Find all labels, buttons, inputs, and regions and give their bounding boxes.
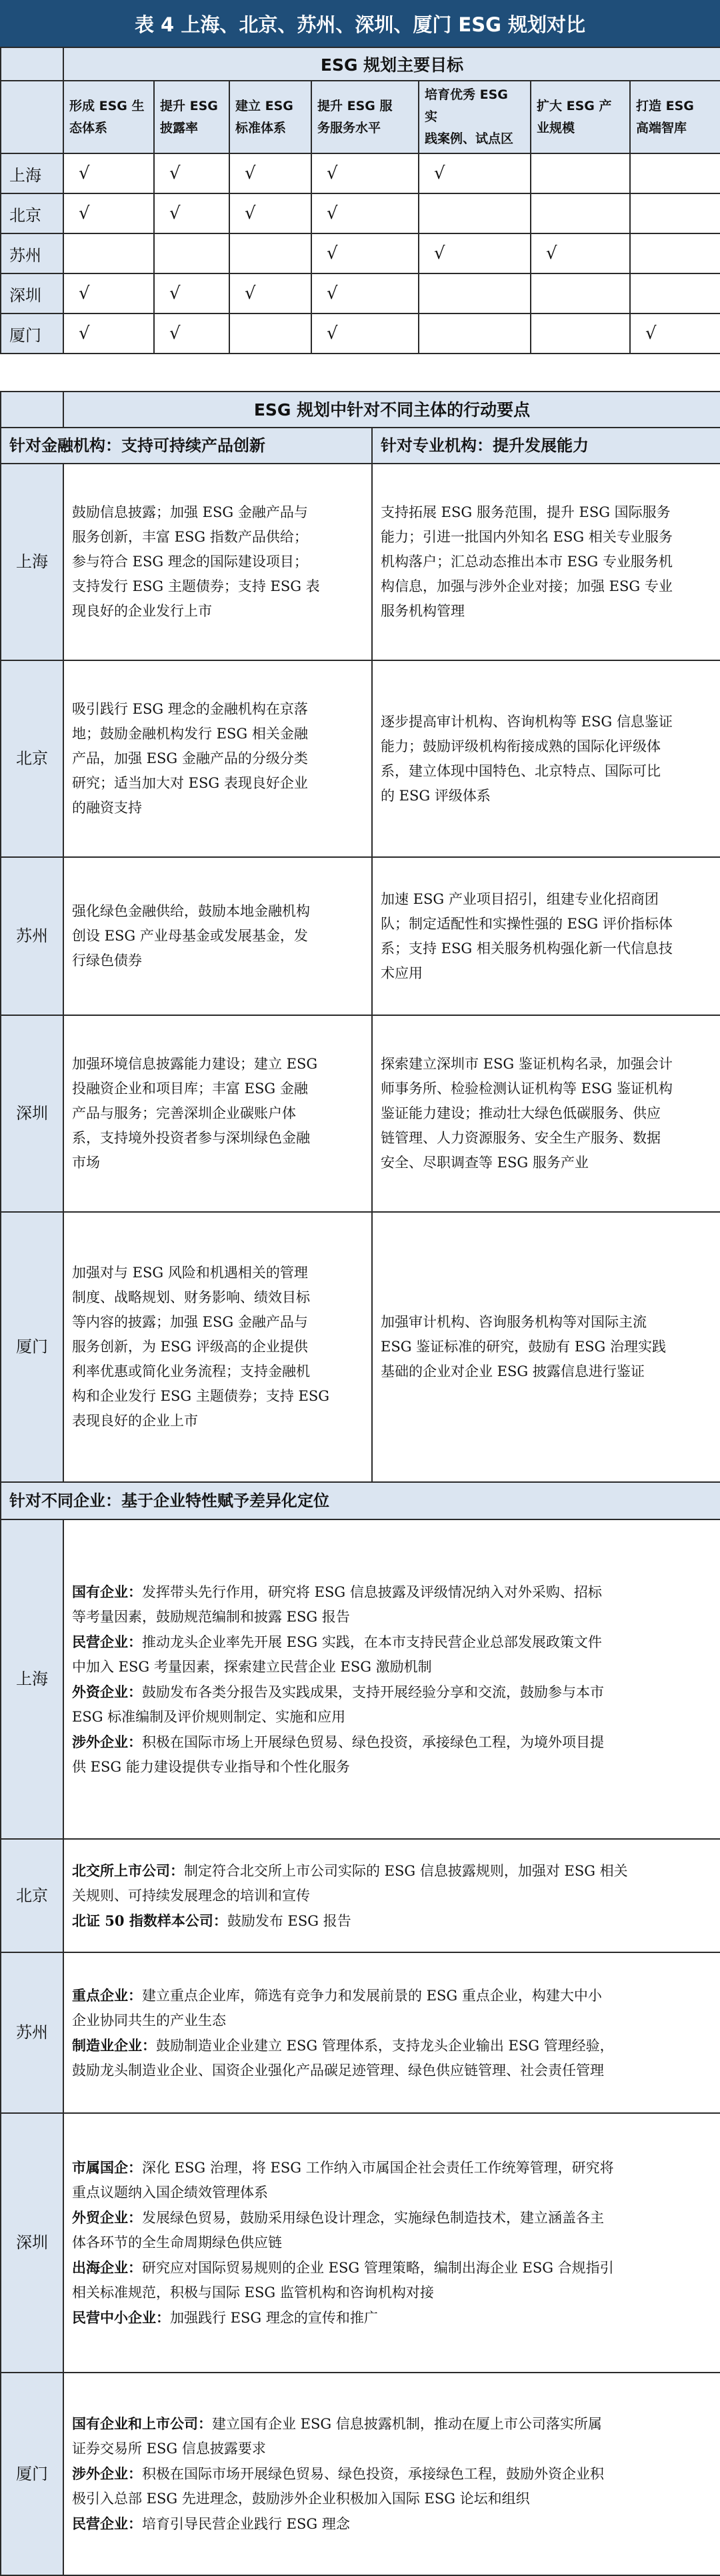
corner-cell: [1, 47, 63, 81]
checkmark-cell: [419, 273, 531, 313]
goals-row: [1, 153, 720, 193]
checkmark-cell: √: [63, 273, 154, 313]
checkmark-cell: √: [154, 193, 229, 233]
city-label: 上海: [1, 464, 63, 660]
goals-header: ESG 规划主要目标: [63, 47, 720, 81]
checkmark-cell: √: [154, 313, 229, 354]
actions-table: [0, 391, 720, 2576]
action-row: [1, 660, 720, 857]
enterprise-text: 国有企业：发挥带头先行作用，研究将 ESG 信息披露及评级情况纳入对外采购、招标 等考量因素，鼓励规范编制和披露 ESG 报告 民营企业：推动龙头企业率先开展 ESG 实践，在本市支持民营企业总部发展政策文件 中加入 ESG 考量因素，探索建立民营企业 ESG 激励机制 外资企业：鼓励发布各类分报告及实践成果，支持开展经验分享和交流，鼓励参与本市 ESG 标准编制及评价规则制定、实施和应用 涉外企业：积极在国际市场上开展绿色贸易、绿色投资，承接绿色工程，为境外项目提 供 ESG 能力建设提供专业指导和个性化服务: [63, 1519, 720, 1839]
checkmark-cell: √: [531, 233, 630, 273]
entity-label: 北交所上市公司：: [72, 1862, 184, 1879]
checkmark-cell: [531, 313, 630, 354]
checkmark-cell: √: [63, 313, 154, 354]
city-label: 厦门: [1, 313, 63, 354]
entity-label: 市属国企：: [72, 2159, 142, 2176]
entity-label: 外贸企业：: [72, 2209, 142, 2226]
checkmark-cell: √: [630, 313, 720, 354]
action-row: [1, 857, 720, 1015]
checkmark-cell: [229, 233, 311, 273]
financial-header: 针对金融机构：支持可持续产品创新: [1, 428, 372, 464]
goals-row: [1, 273, 720, 313]
enterprise-row: [1, 1952, 720, 2113]
entity-label: 出海企业：: [72, 2259, 142, 2276]
city-label: 厦门: [1, 1212, 63, 1482]
city-label: 深圳: [1, 1015, 63, 1212]
checkmark-cell: [531, 273, 630, 313]
professional-text: 加速 ESG 产业项目招引，组建专业化招商团 队；制定适配性和实操性强的 ESG 评价指标体 系；支持 ESG 相关服务机构强化新一代信息技 术应用: [372, 857, 720, 1015]
city-label: 深圳: [1, 273, 63, 313]
entity-label: 北证 50 指数样本公司：: [72, 1912, 227, 1929]
checkmark-cell: √: [419, 153, 531, 193]
entity-label: 民营企业：: [72, 1633, 142, 1650]
action-row: [1, 1015, 720, 1212]
checkmark-cell: [531, 193, 630, 233]
entity-label: 民营企业：: [72, 2515, 142, 2532]
checkmark-cell: [419, 313, 531, 354]
checkmark-cell: √: [63, 193, 154, 233]
financial-text: 加强环境信息披露能力建设；建立 ESG 投融资企业和项目库；丰富 ESG 金融 产品与服务；完善深圳企业碳账户体 系，支持境外投资者参与深圳绿色金融 市场: [63, 1015, 372, 1212]
city-label: 上海: [1, 153, 63, 193]
checkmark-cell: [63, 233, 154, 273]
actions-header: ESG 规划中针对不同主体的行动要点: [63, 392, 720, 428]
goal-column-header: 提升 ESG 服 务服务水平: [311, 81, 419, 153]
goals-header-row: [1, 47, 720, 81]
checkmark-cell: [630, 193, 720, 233]
goal-column-header: 建立 ESG 标准体系: [229, 81, 311, 153]
financial-text: 鼓励信息披露；加强 ESG 金融产品与 服务创新，丰富 ESG 指数产品供给； 参与符合 ESG 理念的国际建设项目； 支持发行 ESG 主题债券；支持 ESG 表 现良好的企业发行上市: [63, 464, 372, 660]
goals-column-row: [1, 81, 720, 153]
checkmark-cell: [630, 233, 720, 273]
checkmark-cell: [419, 193, 531, 233]
goal-column-header: 提升 ESG 披露率: [154, 81, 229, 153]
enterprise-header: 针对不同企业：基于企业特性赋予差异化定位: [1, 1482, 720, 1519]
city-label: 苏州: [1, 233, 63, 273]
enterprise-text: 北交所上市公司：制定符合北交所上市公司实际的 ESG 信息披露规则，加强对 ESG 相关 关规则、可持续发展理念的培训和宣传 北证 50 指数样本公司：鼓励发布 ESG 报告: [63, 1839, 720, 1952]
city-label: 深圳: [1, 2113, 63, 2373]
professional-header: 针对专业机构：提升发展能力: [372, 428, 720, 464]
enterprise-row: [1, 1839, 720, 1952]
enterprise-text: 市属国企：深化 ESG 治理，将 ESG 工作纳入市属国企社会责任工作统筹管理，研究将 重点议题纳入国企绩效管理体系 外贸企业：发展绿色贸易，鼓励采用绿色设计理念，实施绿色制造技术，建立涵盖各主 体各环节的全生命周期绿色供应链 出海企业：研究应对国际贸易规则的企业 ESG 管理策略，编制出海企业 ESG 合规指引 相关标准规范，积极与国际 ESG 监管机构和咨询机构对接 民营中小企业：加强践行 ESG 理念的宣传和推广: [63, 2113, 720, 2373]
city-label: 北京: [1, 660, 63, 857]
city-label: 厦门: [1, 2373, 63, 2575]
checkmark-cell: √: [154, 153, 229, 193]
goals-row: [1, 233, 720, 273]
checkmark-cell: √: [311, 153, 419, 193]
checkmark-cell: √: [229, 193, 311, 233]
professional-text: 逐步提高审计机构、咨询机构等 ESG 信息鉴证 能力；鼓励评级机构衔接成熟的国际化评级体 系，建立体现中国特色、北京特点、国际可比 的 ESG 评级体系: [372, 660, 720, 857]
checkmark-cell: √: [229, 153, 311, 193]
entity-label: 涉外企业：: [72, 1733, 142, 1750]
checkmark-cell: [531, 153, 630, 193]
checkmark-cell: √: [311, 193, 419, 233]
city-label: 北京: [1, 1839, 63, 1952]
checkmark-cell: √: [311, 233, 419, 273]
checkmark-cell: √: [229, 273, 311, 313]
city-label: 苏州: [1, 1952, 63, 2113]
corner-cell: [1, 392, 63, 428]
city-label: 上海: [1, 1519, 63, 1839]
checkmark-cell: [630, 273, 720, 313]
enterprise-row: [1, 2113, 720, 2373]
goals-matrix: [0, 47, 720, 354]
actions-subheader-row: [1, 428, 720, 464]
enterprise-row: [1, 1519, 720, 1839]
checkmark-cell: √: [311, 313, 419, 354]
financial-text: 吸引践行 ESG 理念的金融机构在京落 地；鼓励金融机构发行 ESG 相关金融 产品，加强 ESG 金融产品的分级分类 研究；适当加大对 ESG 表现良好企业 的融资支持: [63, 660, 372, 857]
checkmark-cell: [154, 233, 229, 273]
entity-label: 国有企业和上市公司：: [72, 2415, 212, 2432]
goals-row: [1, 313, 720, 354]
enterprise-text: 国有企业和上市公司：建立国有企业 ESG 信息披露机制，推动在厦上市公司落实所属 证券交易所 ESG 信息披露要求 涉外企业：积极在国际市场开展绿色贸易、绿色投资，承接绿色工程，鼓励外资企业积 极引入总部 ESG 先进理念，鼓励涉外企业积极加入国际 ESG 论坛和组织 民营企业：培育引导民营企业践行 ESG 理念: [63, 2373, 720, 2575]
goal-column-header: 培育优秀 ESG 实 践案例、试点区: [419, 81, 531, 153]
financial-text: 加强对与 ESG 风险和机遇相关的管理 制度、战略规划、财务影响、绩效目标 等内容的披露；加强 ESG 金融产品与 服务创新，为 ESG 评级高的企业提供 利率优惠或简化业务流程；支持金融机 构和企业发行 ESG 主题债券；支持 ESG 表现良好的企业上市: [63, 1212, 372, 1482]
goal-column-header: 扩大 ESG 产 业规模: [531, 81, 630, 153]
entity-label: 制造业企业：: [72, 2036, 156, 2054]
goal-column-header: 打造 ESG 高端智库: [630, 81, 720, 153]
professional-text: 探索建立深圳市 ESG 鉴证机构名录，加强会计 师事务所、检验检测认证机构等 ESG 鉴证机构 鉴证能力建设；推动壮大绿色低碳服务、供应 链管理、人力资源服务、安全生产服务、数据 安全、尽职调查等 ESG 服务产业: [372, 1015, 720, 1212]
checkmark-cell: √: [419, 233, 531, 273]
action-row: [1, 1212, 720, 1482]
checkmark-cell: √: [63, 153, 154, 193]
enterprise-row: [1, 2373, 720, 2575]
city-label: 北京: [1, 193, 63, 233]
enterprise-header-row: [1, 1482, 720, 1519]
entity-label: 国有企业：: [72, 1583, 142, 1600]
entity-label: 涉外企业：: [72, 2465, 142, 2482]
financial-text: 强化绿色金融供给，鼓励本地金融机构 创设 ESG 产业母基金或发展基金，发 行绿色债券: [63, 857, 372, 1015]
action-row: [1, 464, 720, 660]
checkmark-cell: [630, 153, 720, 193]
corner-cell: [1, 81, 63, 153]
professional-text: 支持拓展 ESG 服务范围，提升 ESG 国际服务 能力；引进一批国内外知名 ESG 相关专业服务 机构落户；汇总动态推出本市 ESG 专业服务机 构信息，加强与涉外企业对接；加强 ESG 专业 服务机构管理: [372, 464, 720, 660]
goal-column-header: 形成 ESG 生 态体系: [63, 81, 154, 153]
checkmark-cell: [229, 313, 311, 354]
professional-text: 加强审计机构、咨询服务机构等对国际主流 ESG 鉴证标准的研究，鼓励有 ESG 治理实践 基础的企业对企业 ESG 披露信息进行鉴证: [372, 1212, 720, 1482]
entity-label: 重点企业：: [72, 1986, 142, 2004]
checkmark-cell: √: [311, 273, 419, 313]
checkmark-cell: √: [154, 273, 229, 313]
goals-row: [1, 193, 720, 233]
entity-label: 外资企业：: [72, 1683, 142, 1700]
city-label: 苏州: [1, 857, 63, 1015]
enterprise-text: 重点企业：建立重点企业库，筛选有竞争力和发展前景的 ESG 重点企业，构建大中小 企业协同共生的产业生态 制造业企业：鼓励制造业企业建立 ESG 管理体系，支持龙头企业输出 ESG 管理经验， 鼓励龙头制造业企业、国资企业强化产品碳足迹管理、绿色供应链管理、社会责任管理: [63, 1952, 720, 2113]
actions-header-row: [1, 392, 720, 428]
entity-label: 民营中小企业：: [72, 2309, 170, 2326]
table-title: 表 4 上海、北京、苏州、深圳、厦门 ESG 规划对比: [0, 0, 720, 47]
